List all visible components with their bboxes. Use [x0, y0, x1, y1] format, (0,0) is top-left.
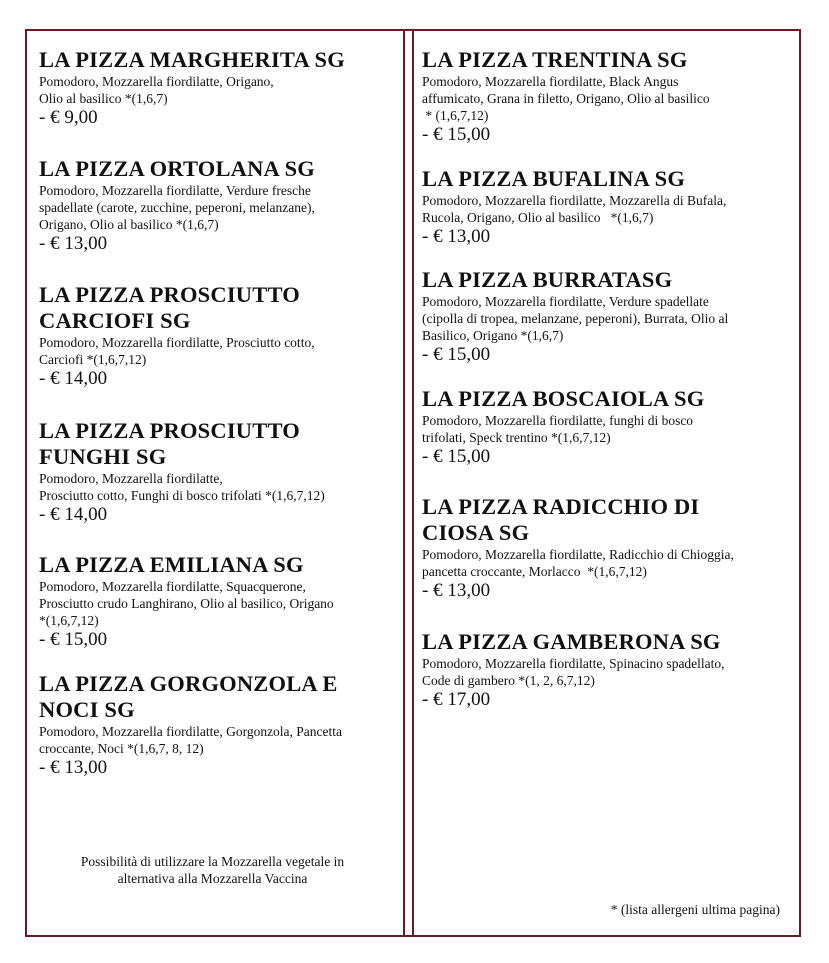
item-description-line: Code di gambero *(1, 2, 6,7,12) — [422, 673, 595, 688]
item-description — [39, 470, 397, 504]
item-description-line: Origano, Olio al basilico *(1,6,7) — [39, 217, 219, 232]
item-price: - € 17,00 — [422, 689, 491, 710]
item-price: - € 14,00 — [39, 368, 108, 389]
menu-item-ortolana — [39, 156, 397, 255]
item-title-line: NOCI SG — [39, 697, 135, 722]
item-description-line: Pomodoro, Mozzarella fiordilatte, Prosciutto cotto, — [39, 335, 315, 350]
item-price: - € 13,00 — [422, 226, 491, 247]
item-description-line: Pomodoro, Mozzarella fiordilatte, Mozzarella di Bufala, — [422, 193, 727, 208]
item-price: - € 15,00 — [422, 344, 491, 365]
item-description — [39, 73, 397, 107]
item-title-line: LA PIZZA PROSCIUTTO — [39, 418, 300, 443]
item-title-line: LA PIZZA RADICCHIO DI — [422, 494, 700, 519]
item-title-line: LA PIZZA PROSCIUTTO — [39, 282, 300, 307]
item-title-line: CARCIOFI SG — [39, 308, 191, 333]
item-title — [39, 418, 397, 470]
item-description-line: Pomodoro, Mozzarella fiordilatte, — [39, 471, 223, 486]
item-description-line: Pomodoro, Mozzarella fiordilatte, Gorgonzola, Pancetta — [39, 724, 343, 739]
item-price: - € 15,00 — [39, 629, 108, 650]
item-description-line: spadellate (carote, zucchine, peperoni, melanzane), — [39, 200, 315, 215]
item-description-line: (cipolla di tropea, melanzane, peperoni), Burrata, Olio al — [422, 311, 729, 326]
item-description-line: Pomodoro, Mozzarella fiordilatte, Black Angus — [422, 74, 679, 89]
item-description — [39, 723, 397, 757]
item-description-line: Pomodoro, Mozzarella fiordilatte, Squacquerone, — [39, 579, 306, 594]
item-title-line: LA PIZZA GORGONZOLA E — [39, 671, 338, 696]
note-line: Possibilità di utilizzare la Mozzarella vegetale in — [80, 854, 345, 869]
item-description — [422, 192, 792, 226]
item-price: - € 15,00 — [422, 124, 491, 145]
item-title — [39, 282, 397, 334]
item-price: - € 14,00 — [39, 504, 108, 525]
item-description — [422, 546, 792, 580]
item-price: - € 9,00 — [39, 107, 98, 128]
item-description — [422, 73, 792, 124]
menu-item-gorgonzola-noci — [39, 671, 397, 779]
menu-item-burrata — [422, 267, 792, 366]
item-description-line: Pomodoro, Mozzarella fiordilatte, Verdure spadellate — [422, 294, 709, 309]
item-title: LA PIZZA MARGHERITA SG — [39, 47, 345, 72]
item-description — [422, 655, 792, 689]
item-description-line: Pomodoro, Mozzarella fiordilatte, Spinacino spadellato, — [422, 656, 725, 671]
menu-item-prosciutto-carciofi — [39, 282, 397, 390]
item-price: - € 15,00 — [422, 446, 491, 467]
item-title: LA PIZZA BOSCAIOLA SG — [422, 386, 705, 411]
item-description-line: Pomodoro, Mozzarella fiordilatte, Verdure fresche — [39, 183, 311, 198]
item-description — [422, 412, 792, 446]
item-description-line: Pomodoro, Mozzarella fiordilatte, Radicchio di Chioggia, — [422, 547, 734, 562]
menu-item-bufalina — [422, 166, 792, 248]
item-description — [39, 578, 397, 629]
menu-item-boscaiola — [422, 386, 792, 468]
item-description-line: affumicato, Grana in filetto, Origano, Olio al basilico — [422, 91, 710, 106]
item-description-line: trifolati, Speck trentino *(1,6,7,12) — [422, 430, 611, 445]
item-title: LA PIZZA BUFALINA SG — [422, 166, 686, 191]
item-title: LA PIZZA TRENTINA SG — [422, 47, 688, 72]
allergens-note: * (lista allergeni ultima pagina) — [610, 902, 780, 917]
column-divider-right — [412, 29, 414, 937]
item-title: LA PIZZA GAMBERONA SG — [422, 629, 721, 654]
item-title — [422, 494, 792, 546]
menu-item-gamberona — [422, 629, 792, 711]
note-line: alternativa alla Mozzarella Vaccina — [117, 871, 308, 886]
item-description-line: Basilico, Origano *(1,6,7) — [422, 328, 564, 343]
item-description-line: croccante, Noci *(1,6,7, 8, 12) — [39, 741, 204, 756]
item-description-line: * (1,6,7,12) — [422, 108, 489, 123]
item-description-line: Rucola, Origano, Olio al basilico *(1,6,7) — [422, 210, 654, 225]
menu-item-trentina — [422, 47, 792, 146]
item-description-line: Carciofi *(1,6,7,12) — [39, 352, 147, 367]
item-price: - € 13,00 — [422, 580, 491, 601]
column-divider-left — [403, 29, 405, 937]
item-description — [422, 293, 792, 344]
menu-item-emiliana — [39, 552, 397, 651]
menu-item-radicchio — [422, 494, 792, 602]
item-description-line: Olio al basilico *(1,6,7) — [39, 91, 168, 106]
item-title: LA PIZZA BURRATASG — [422, 267, 673, 292]
item-description-line: pancetta croccante, Morlacco *(1,6,7,12) — [422, 564, 647, 579]
menu-item-prosciutto-funghi — [39, 418, 397, 526]
item-title-line: CIOSA SG — [422, 520, 530, 545]
item-description-line: *(1,6,7,12) — [39, 613, 99, 628]
item-description — [39, 334, 397, 368]
item-description-line: Prosciutto cotto, Funghi di bosco trifolati *(1,6,7,12) — [39, 488, 325, 503]
item-price: - € 13,00 — [39, 233, 108, 254]
item-description-line: Pomodoro, Mozzarella fiordilatte, Origano, — [39, 74, 274, 89]
item-description-line: Pomodoro, Mozzarella fiordilatte, funghi di bosco — [422, 413, 694, 428]
vegetable-mozzarella-note — [40, 853, 385, 887]
menu-item-margherita — [39, 47, 397, 129]
item-price: - € 13,00 — [39, 757, 108, 778]
item-title: LA PIZZA ORTOLANA SG — [39, 156, 315, 181]
item-description-line: Prosciutto crudo Langhirano, Olio al basilico, Origano — [39, 596, 334, 611]
item-description — [39, 182, 397, 233]
item-title — [39, 671, 397, 723]
item-title-line: FUNGHI SG — [39, 444, 167, 469]
item-title: LA PIZZA EMILIANA SG — [39, 552, 304, 577]
